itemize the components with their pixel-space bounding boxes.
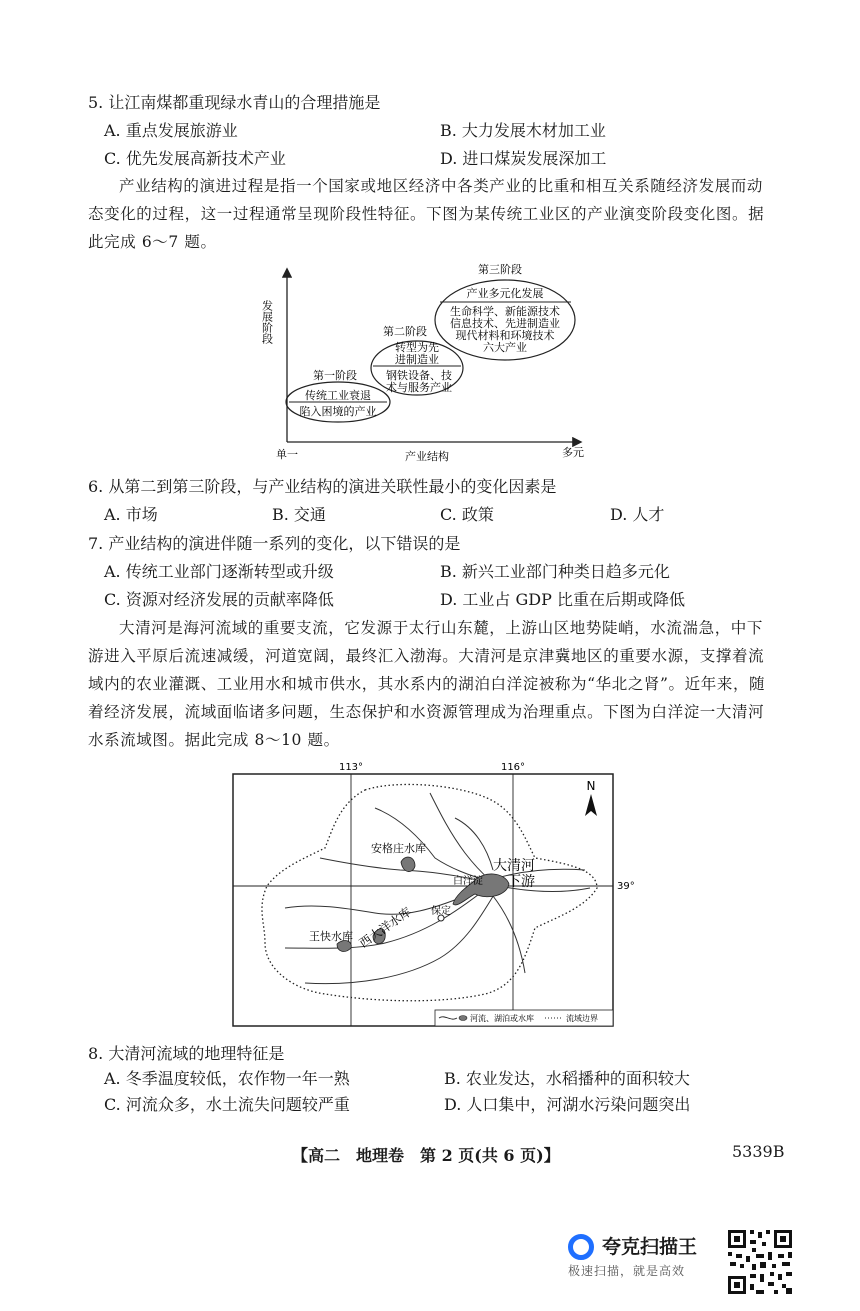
stage-2-line-4: 术与服务产业 bbox=[386, 381, 452, 394]
stage-2-line-1: 转型为先 bbox=[395, 341, 439, 354]
stage-3-line-3: 信息技术、先进制造业 bbox=[450, 317, 560, 330]
paper-code: 5339B bbox=[732, 1142, 785, 1161]
q5-option-d: D. 进口煤炭发展深加工 bbox=[440, 149, 607, 168]
lon-116-label: 116° bbox=[500, 762, 526, 773]
baiyangdian-label: 白洋淀 bbox=[453, 876, 483, 887]
question-6-stem: 6. 从第二到第三阶段，与产业结构的演进关联性最小的变化因素是 bbox=[88, 477, 557, 496]
stage-2-title: 第二阶段 bbox=[383, 325, 427, 338]
stage-1 bbox=[286, 369, 390, 422]
daqinghe-label-1: 大清河 bbox=[493, 858, 535, 874]
map-frame bbox=[233, 774, 613, 1026]
q6-option-d: D. 人才 bbox=[610, 505, 665, 524]
stage-2-line-3: 钢铁设备、技 bbox=[386, 369, 452, 382]
stage-3-line-1: 产业多元化发展 bbox=[466, 287, 544, 300]
lon-113-label: 113° bbox=[338, 762, 364, 773]
y-axis-label: 发展阶段 bbox=[260, 300, 274, 344]
industry-stage-diagram bbox=[255, 262, 605, 462]
legend-boundary-label: 流域边界 bbox=[566, 1014, 598, 1023]
quark-logo-icon bbox=[568, 1234, 594, 1260]
page-footer: 【高二 地理卷 第 2 页(共 6 页)】 bbox=[292, 1146, 560, 1165]
passage-industry-text: 产业结构的演进过程是指一个国家或地区经济中各类产业的比重和相互关系随经济发展而动态变化的过程，这一过程通常呈现阶段性特征。下图为某传统工业区的产业演变阶段变化图。据此完成 6～7 题。 bbox=[88, 177, 765, 251]
passage-daqinghe-text: 大清河是海河流域的重要支流，它发源于太行山东麓，上游山区地势陡峭，水流湍急，中下游进入平原后流速减缓，河道宽阔，最终汇入渤海。大清河是京津冀地区的重要水源，支撑着流域内的农业灌溉、工业用水和城市供水，其水系内的湖泊白洋淀被称为“华北之肾”。近年来，随着经济发展，流域面临诸多问题，生态保护和水资源管理成为治理重点。下图为白洋淀一大清河水系流域图。据此完成 8～10 题。 bbox=[88, 619, 766, 749]
stage-1-line-1: 传统工业衰退 bbox=[305, 389, 371, 402]
q8-option-a: A. 冬季温度较低，农作物一年一熟 bbox=[104, 1069, 350, 1088]
baoding-label: 保定 bbox=[431, 906, 451, 917]
passage-daqinghe bbox=[88, 614, 778, 754]
q5-option-c: C. 优先发展高新技术产业 bbox=[104, 149, 286, 168]
map-legend bbox=[435, 1010, 613, 1026]
q7-option-c: C. 资源对经济发展的贡献率降低 bbox=[104, 590, 334, 609]
qr-code-icon bbox=[726, 1228, 794, 1296]
legend-river-label: 河流、湖泊或水库 bbox=[470, 1014, 534, 1023]
watermark-brand: 夸克扫描王 bbox=[602, 1236, 698, 1258]
scanner-watermark bbox=[568, 1232, 718, 1282]
q6-option-c: C. 政策 bbox=[440, 505, 494, 524]
daqinghe-label-2: 下游 bbox=[507, 874, 535, 890]
stage-1-line-2: 陷入困境的产业 bbox=[299, 405, 377, 418]
question-7-stem: 7. 产业结构的演进伴随一系列的变化，以下错误的是 bbox=[88, 534, 461, 553]
wangkuai-label: 王快水库 bbox=[309, 930, 353, 943]
q7-option-a: A. 传统工业部门逐渐转型或升级 bbox=[104, 562, 334, 581]
stage-3-line-5: 六大产业 bbox=[483, 341, 527, 354]
stage-3 bbox=[435, 263, 575, 360]
xidayang-label: 西大洋水库 bbox=[356, 904, 414, 951]
x-axis-label: 产业结构 bbox=[405, 450, 449, 463]
stage-3-title: 第三阶段 bbox=[478, 263, 522, 276]
q8-option-d: D. 人口集中，河湖水污染问题突出 bbox=[444, 1095, 691, 1114]
stage-1-title: 第一阶段 bbox=[313, 369, 357, 382]
q6-option-a: A. 市场 bbox=[104, 505, 158, 524]
q7-option-b: B. 新兴工业部门种类日趋多元化 bbox=[440, 562, 670, 581]
q7-option-d: D. 工业占 GDP 比重在后期或降低 bbox=[440, 590, 685, 609]
question-5-stem: 5. 让江南煤都重现绿水青山的合理措施是 bbox=[88, 93, 381, 112]
stage-3-line-2: 生命科学、新能源技术 bbox=[450, 305, 560, 318]
angezhuang-label: 安格庄水库 bbox=[371, 842, 426, 855]
stage-2 bbox=[371, 325, 463, 395]
x-end-label: 多元 bbox=[562, 446, 584, 459]
stage-3-line-4: 现代材料和环境技术 bbox=[455, 329, 555, 342]
lat-39-label: 39° bbox=[617, 881, 635, 892]
q8-option-b: B. 农业发达，水稻播种的面积较大 bbox=[444, 1069, 690, 1088]
question-8-stem: 8. 大清河流域的地理特征是 bbox=[88, 1044, 285, 1063]
passage-industry bbox=[88, 172, 778, 256]
q5-option-b: B. 大力发展木材加工业 bbox=[440, 121, 606, 140]
x-start-label: 单一 bbox=[276, 448, 298, 461]
daqinghe-basin-map bbox=[225, 758, 635, 1030]
q6-option-b: B. 交通 bbox=[272, 505, 326, 524]
north-label: N bbox=[586, 779, 596, 793]
q8-option-c: C. 河流众多，水土流失问题较严重 bbox=[104, 1095, 350, 1114]
stage-2-line-2: 进制造业 bbox=[395, 353, 439, 366]
q5-option-a: A. 重点发展旅游业 bbox=[104, 121, 238, 140]
watermark-slogan: 极速扫描，就是高效 bbox=[568, 1264, 686, 1278]
